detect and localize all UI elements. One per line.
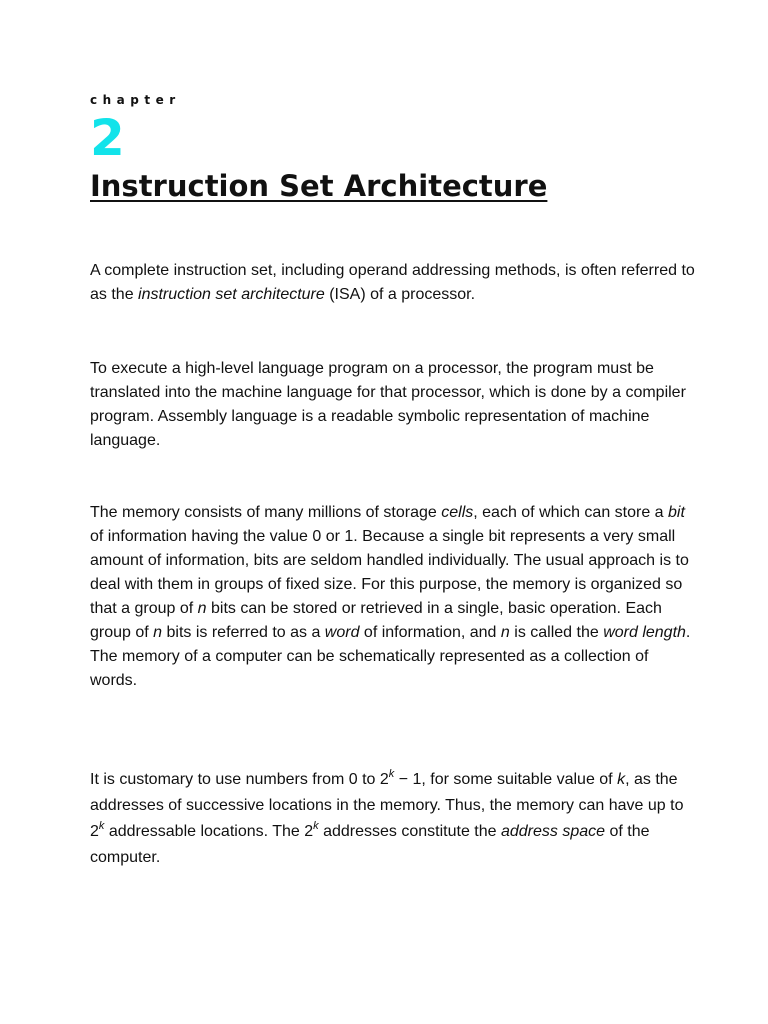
- term-n: n: [197, 600, 207, 617]
- term-isa: instruction set architecture: [138, 286, 325, 303]
- term-n: n: [153, 624, 163, 641]
- paragraph-memory: The memory consists of many millions of storage cells, each of which can store a bit of information having the value 0 or 1. Because a single bit represents a very small amount of information, bits are seldom handled individually. The usual approach is to deal with them in groups of fixed size. For this purpose, the memory is organized so that a group of n bits can be stored or retrieved in a single, basic operation. Each group of n bits is referred to as a word of information, and n is called the word length. The memory of a computer can be schematically represented as a collection of words.: [90, 504, 691, 689]
- superscript-k: k: [388, 768, 395, 780]
- chapter-title: Instruction Set Architecture: [90, 169, 548, 203]
- term-bit: bit: [668, 504, 685, 521]
- term-word: word: [324, 624, 360, 641]
- chapter-label: chapter: [90, 93, 181, 107]
- term-k: k: [617, 771, 626, 788]
- superscript-k: k: [98, 820, 105, 832]
- term-word-length: word length: [603, 624, 686, 641]
- superscript-k: k: [313, 820, 319, 832]
- term-address-space: address space: [500, 823, 606, 840]
- chapter-number: 2: [90, 109, 125, 167]
- paragraph-compiler: To execute a high-level language program on a processor, the program must be translated into the machine language for that processor, which is done by a compiler program. Assembly language is a readable symbolic representation of machine language.: [90, 360, 686, 449]
- paragraph-address-space: It is customary to use numbers from 0 to $2^k - 1$, for some suitable value of k, as the addresses of successive locations in the memory. Thus, the memory can have up to 2$^k$ addressable locations. The 2$^k$ addresses constitute the address space of the computer.: [90, 768, 684, 866]
- term-cells: cells: [441, 504, 474, 521]
- term-n: n: [500, 624, 510, 641]
- paragraph-isa: A complete instruction set, including operand addressing methods, is often referred to as the instruction set architecture (ISA) of a processor.: [90, 262, 695, 303]
